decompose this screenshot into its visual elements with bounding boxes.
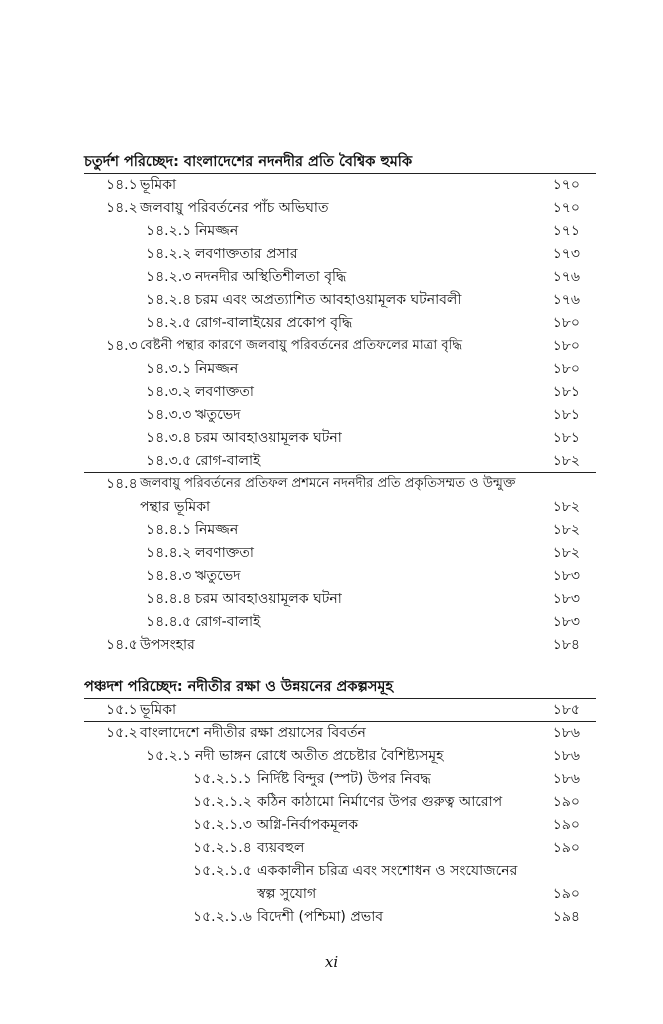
entry-number: ১৫.২.১.৩ [193,817,252,833]
entry-page: ১৮২ [552,522,580,538]
toc-entry [106,174,596,196]
toc-entry [193,860,533,882]
toc-entry [146,243,586,265]
toc-entry [146,611,586,633]
entry-title: নিমজ্জন [195,223,239,239]
toc-entry [193,768,533,790]
entry-number: ১৪.২.২ [146,246,192,262]
entry-page: ১৮০ [552,338,580,354]
toc-entry [146,220,586,242]
entry-page: ১৮৩ [552,591,580,607]
toc-entry [193,791,533,813]
entry-title: ব্যয়বহুল [257,840,305,856]
toc-entry [146,312,586,334]
entry-page: ১৭৬ [552,292,580,308]
entry-page: ১৭০ [552,200,580,216]
entry-title: রোগ-বালাই [195,614,261,630]
entry-title: ভূমিকা [140,702,177,718]
toc-entry [146,427,586,449]
entry-number: ১৪.২.১ [146,223,192,239]
entry-page: ১৯০ [552,886,580,902]
entry-page: ১৮৩ [552,568,580,584]
entry-title: নদী ভাঙ্গন রোধে অতীত প্রচেষ্টার বৈশিষ্ট্যসমূহ [195,748,444,764]
entry-page: ১৮৬ [552,725,580,741]
entry-page: ১৯০ [552,840,580,856]
entry-page: ১৮১ [552,384,580,400]
entry-number: ১৪.৩.৫ [146,453,192,469]
toc-entry [106,722,546,744]
entry-page: ১৯০ [552,817,580,833]
entry-title: লবণাক্ততা [195,384,254,400]
entry-number: ১৪.৪.৩ [146,568,192,584]
entry-title: নদনদীর অস্থিতিশীলতা বৃদ্ধি [195,269,347,285]
entry-page: ১৮৪ [552,637,580,653]
entry-title: বাংলাদেশে নদীতীর রক্ষা প্রয়াসের বিবর্তন [140,725,366,741]
entry-page: ১৯৪ [552,909,580,925]
entry-page: ১৮২ [552,499,580,515]
toc-entry [146,381,586,403]
entry-number: ১৪.৩.২ [146,384,192,400]
toc-entry [146,266,586,288]
toc-entry [146,542,586,564]
toc-entry [146,745,536,767]
chapter-14-title: চতুর্দশ পরিচ্ছেদ: বাংলাদেশের নদনদীর প্রতি বৈশ্বিক হুমকি [84,154,413,170]
entry-page: ১৭০ [552,177,580,193]
entry-number: ১৫.২.১.১ [193,771,252,787]
entry-number: ১৫.২.১ [146,748,192,764]
entry-title: জলবায়ু পরিবর্তনের প্রতিফল প্রশমনে নদনদীর প্রতি প্রকৃতিসম্মত ও উন্মুক্ত [140,476,516,491]
entry-number: ১৪.৪ [106,476,138,492]
toc-entry [146,450,586,472]
toc-entry [146,565,586,587]
entry-title: ঋতুভেদ [195,568,241,584]
entry-title: নিমজ্জন [195,522,239,538]
entry-page: ১৮২ [552,453,580,469]
toc-entry [106,335,546,357]
entry-title: লবণাক্ততার প্রসার [195,246,298,262]
entry-page: ১৮১ [552,430,580,446]
entry-number: ১৪.২.৪ [146,292,192,308]
entry-title: ঋতুভেদ [195,407,241,423]
entry-page: ১৮২ [552,545,580,561]
entry-title: চরম আবহাওয়ামূলক ঘটনা [195,430,342,446]
entry-number: ১৫.২ [106,725,138,741]
entry-title: নির্দিষ্ট বিন্দুর (স্পট) উপর নিবদ্ধ [257,771,431,787]
toc-entry [193,906,533,928]
entry-number: ১৪.৩.৪ [146,430,192,446]
entry-number: ১৪.৪.৪ [146,591,192,607]
entry-number: ১৪.৩.৩ [146,407,192,423]
toc-entry [193,814,533,836]
entry-title: কঠিন কাঠামো নির্মাণের উপর গুরুত্ব আরোপ [257,794,503,810]
entry-title: রোগ-বালাই [195,453,261,469]
entry-page: ১৭১ [552,223,580,239]
entry-page: ১৮৩ [552,614,580,630]
toc-entry [146,289,586,311]
entry-number: ১৫.১ [106,702,138,718]
page-number: xi [324,953,339,971]
entry-number: ১৫.২.১.৫ [193,863,252,879]
toc-entry [106,473,596,495]
toc-entry [146,588,586,610]
entry-title: নিমজ্জন [195,361,239,377]
entry-page: ১৮৬ [552,771,580,787]
entry-page: ১৭৬ [552,269,580,285]
entry-number: ১৫.২.১.২ [193,794,252,810]
toc-entry [106,699,546,721]
entry-number: ১৪.৩ [106,338,138,354]
chapter-15-title: পঞ্চদশ পরিচ্ছেদ: নদীতীর রক্ষা ও উন্নয়নের প্রকল্পসমূহ [84,679,394,695]
entry-title: এককালীন চরিত্র এবং সংশোধন ও সংযোজনের [257,863,518,879]
entry-number: ১৪.৫ [106,637,138,653]
entry-number: ১৪.৩.১ [146,361,192,377]
entry-title: অগ্নি-নির্বাপকমূলক [257,817,359,833]
entry-title: চরম এবং অপ্রত্যাশিত আবহাওয়ামূলক ঘটনাবলী [195,292,462,308]
toc-entry-continued [193,883,533,905]
entry-page: ১৮১ [552,407,580,423]
entry-title: উপসংহার [140,637,195,653]
toc-entry [146,358,586,380]
entry-title: জলবায়ু পরিবর্তনের পাঁচ অভিঘাত [140,200,329,216]
entry-number: ১৪.২.৩ [146,269,192,285]
entry-number: ১৪.৪.২ [146,545,192,561]
entry-title: চরম আবহাওয়ামূলক ঘটনা [195,591,342,607]
entry-title: রোগ-বালাইয়ের প্রকোপ বৃদ্ধি [195,315,353,331]
entry-number: ১৫.২.১.৬ [193,909,252,925]
toc-entry [193,837,533,859]
entry-title: লবণাক্ততা [195,545,254,561]
toc-entry [106,634,546,656]
toc-entry [146,519,586,541]
entry-title: বেষ্টনী পন্থার কারণে জলবায়ু পরিবর্তনের প্রতিফলের মাত্রা বৃদ্ধি [140,338,463,353]
entry-page: ১৮০ [552,361,580,377]
entry-title: বিদেশী (পশ্চিমা) প্রভাব [257,909,384,925]
toc-entry [106,197,596,219]
entry-page: ১৭৩ [552,246,580,262]
toc-entry [146,404,586,426]
entry-page: ১৮৬ [552,748,580,764]
entry-title: ভূমিকা [140,177,177,193]
toc-entry-continued [106,496,546,518]
entry-number: ১৫.২.১.৪ [193,840,252,856]
entry-number: ১৪.১ [106,177,138,193]
entry-number: ১৪.২ [106,200,138,216]
entry-page: ১৮০ [552,315,580,331]
entry-title: স্বল্প সুযোগ [257,886,317,902]
entry-title: পন্থার ভূমিকা [140,499,211,515]
entry-page: ১৯০ [552,794,580,810]
entry-page: ১৮৫ [552,702,580,718]
entry-number: ১৪.২.৫ [146,315,192,331]
entry-number: ১৪.৪.৫ [146,614,192,630]
entry-number: ১৪.৪.১ [146,522,192,538]
